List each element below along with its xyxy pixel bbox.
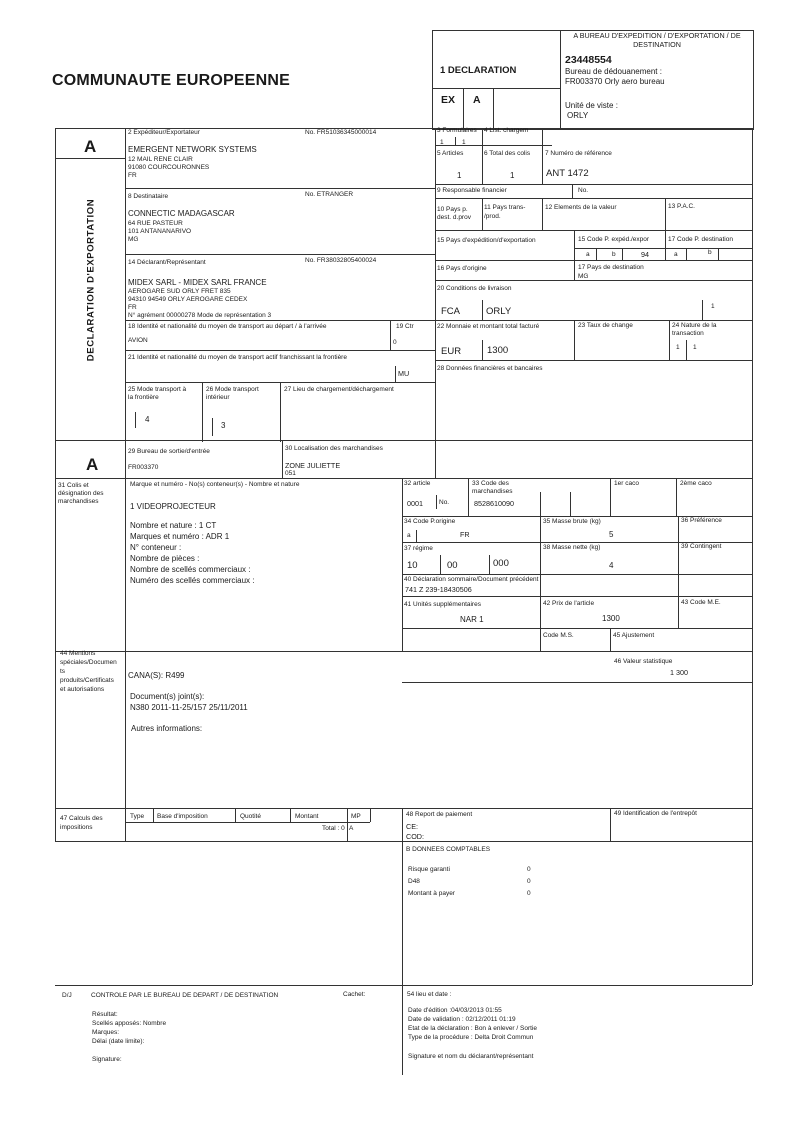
box24-label2: transaction — [672, 330, 704, 337]
box15-label: 15 Pays d'expédition/d'exportation — [437, 237, 536, 244]
box-a-number: 23448554 — [565, 54, 612, 66]
box31-line2: Marques et numéro : ADR 1 — [130, 532, 230, 541]
box32-number-label: No. — [439, 499, 450, 506]
box22-currency: EUR — [441, 346, 462, 357]
box26-label1: 26 Mode transport — [206, 386, 259, 393]
box47-type: Type — [130, 813, 145, 820]
box6-label: 6 Total des colis — [484, 150, 531, 157]
box26-label2: intérieur — [206, 394, 230, 401]
boxd-dj: D/J — [62, 992, 72, 999]
box44-cana: CANA(S): R499 — [128, 671, 185, 680]
box8-label: 8 Destinataire — [128, 193, 169, 200]
box14-addr2: 94310 94549 ORLY AEROGARE CEDEX — [128, 296, 248, 303]
box10-label2: dest. d.prov — [437, 214, 471, 221]
box47-label1: 47 Calculs des — [60, 815, 103, 822]
boxd-cachet: Cachet: — [343, 991, 366, 998]
box7-value: ANT 1472 — [546, 168, 589, 179]
boxd-marques: Marques: — [92, 1029, 120, 1036]
boxd-signature: Signature: — [92, 1056, 122, 1063]
box14-addr3: FR — [128, 304, 137, 311]
box46-value: 1 300 — [670, 668, 688, 677]
box8-addr3: MG — [128, 236, 139, 243]
boxb-r3: Montant à payer — [408, 890, 455, 897]
box42-label: 42 Prix de l'article — [543, 600, 595, 607]
box40-value: 741 Z 239-18430506 — [405, 585, 472, 594]
box31-line3: N° conteneur : — [130, 543, 182, 552]
page-title: COMMUNAUTE EUROPEENNE — [52, 72, 290, 89]
box17-label: 17 Pays de destination — [578, 264, 644, 271]
box2-addr2: 91080 COURCOURONNES — [128, 164, 210, 171]
box49-label: 49 Identification de l'entrepôt — [614, 810, 697, 817]
box30-label: 30 Localisation des marchandises — [285, 445, 383, 452]
box38-label: 38 Masse nette (kg) — [543, 544, 601, 551]
boxb-label: B DONNEES COMPTABLES — [406, 846, 491, 853]
box17c-b: b — [708, 249, 712, 256]
box20-code: FCA — [441, 306, 460, 317]
box17-value: MG — [578, 273, 589, 280]
box12-label: 12 Elements de la valeur — [545, 204, 617, 211]
box31-label1: 31 Colis et — [58, 482, 89, 489]
box5-value: 1 — [457, 171, 462, 180]
box47-mp: MP — [351, 813, 361, 820]
box24-v2: 1 — [693, 344, 697, 351]
box48-cod: COD: — [406, 832, 424, 841]
box33-label1: 33 Code des — [472, 480, 509, 487]
box29-label: 29 Bureau de sortie/d'entrée — [128, 448, 210, 455]
box31-label3: marchandises — [58, 498, 99, 505]
side-letter-top: A — [84, 137, 97, 156]
declaration-type-ex: EX — [441, 94, 456, 106]
box48-ce: CE: — [406, 822, 418, 831]
box11-label1: 11 Pays trans- — [484, 204, 526, 211]
vertical-title: DECLARATION D'EXPORTATION — [85, 198, 97, 362]
box32-value: 0001 — [407, 499, 423, 508]
box35-value: 5 — [609, 530, 614, 539]
box44-docs-value: N380 2011-11-25/157 25/11/2011 — [130, 703, 248, 712]
box15c-label: 15 Code P. expéd./expor — [578, 236, 650, 243]
box2-number: No. FR51036345000014 — [305, 129, 377, 136]
box20-extra: 1 — [711, 303, 715, 310]
box22-label: 22 Monnaie et montant total facturé — [437, 323, 540, 330]
box46-label: 46 Valeur statistique — [614, 658, 673, 665]
box24-v1: 1 — [676, 344, 680, 351]
box2-label: 2 Expéditeur/Exportateur — [128, 129, 200, 136]
box6-value: 1 — [510, 171, 515, 180]
box28-label: 28 Données financières et bancaires — [437, 365, 543, 372]
boxb-r2v: 0 — [527, 878, 531, 885]
box31-line6: Numéro des scellés commerciaux : — [130, 576, 255, 585]
box19-value: 0 — [393, 339, 397, 346]
box35-label: 35 Masse brute (kg) — [543, 518, 601, 525]
box25-value: 4 — [145, 415, 150, 424]
box9-number: No. — [578, 187, 589, 194]
boxd-resultat: Résultat: — [92, 1011, 118, 1018]
box18-value: AVION — [128, 337, 148, 344]
box38-value: 4 — [609, 561, 614, 570]
box13-label: 13 P.A.C. — [668, 203, 695, 210]
box9-label: 9 Responsable financier — [437, 187, 507, 194]
box19-label: 19 Ctr — [396, 323, 414, 330]
boxd-delai: Délai (date limite): — [92, 1038, 145, 1045]
box5-label: 5 Articles — [437, 150, 464, 157]
box29-value: FR003370 — [128, 464, 159, 471]
box54-line4: Type de la procédure : Delta Droit Commun — [408, 1034, 534, 1041]
box27-label: 27 Lieu de chargement/déchargement — [284, 386, 394, 393]
box54-label: 54 lieu et date : — [407, 991, 452, 998]
box30-value1: ZONE JULIETTE — [285, 461, 341, 470]
box21-value: MU — [398, 369, 410, 378]
box4-label: 4 List. chargem — [484, 127, 529, 134]
box3-label: 3 Formulaires — [437, 127, 477, 134]
box2-name: EMERGENT NETWORK SYSTEMS — [128, 145, 257, 154]
box44-label3: ts — [60, 668, 66, 675]
box44-label4: produits/Certificats — [60, 677, 114, 684]
box-a-office: FR003370 Orly aero bureau — [565, 77, 665, 86]
box40-label: 40 Déclaration sommaire/Document précédent — [404, 576, 539, 583]
box23-label: 23 Taux de change — [578, 322, 633, 329]
box34-value: FR — [460, 530, 470, 539]
box25-label1: 25 Mode transport à — [128, 386, 187, 393]
box37-v3: 000 — [493, 558, 509, 569]
box31-line4: Nombre de pièces : — [130, 554, 200, 563]
box10-label1: 10 Pays p. — [437, 206, 468, 213]
box44-docs-label: Document(s) joint(s): — [130, 692, 205, 701]
box8-number: No. ETRANGER — [305, 191, 354, 198]
box24-label1: 24 Nature de la — [672, 322, 717, 329]
box37-label: 37 régime — [404, 545, 433, 552]
side-letter-bottom: A — [86, 455, 99, 474]
box2-addr1: 12 MAIL RENE CLAIR — [128, 156, 193, 163]
boxd-scelles: Scellés apposés: Nombre — [92, 1020, 167, 1027]
box3-val2: 1 — [462, 139, 466, 146]
box47-label2: impositions — [60, 824, 93, 831]
box33-caco1: 1er caco — [614, 480, 639, 487]
box42-value: 1300 — [602, 614, 620, 623]
boxb-r3v: 0 — [527, 890, 531, 897]
box17c-a: a — [674, 251, 678, 258]
box7-label: 7 Numéro de référence — [545, 150, 612, 157]
box25-label2: la frontière — [128, 394, 159, 401]
box54-line1: Date d'édition :04/03/2013 01:55 — [408, 1007, 502, 1014]
declaration-type-a: A — [473, 94, 481, 106]
box54-signature: Signature et nom du déclarant/représentant — [408, 1053, 534, 1060]
box47-total-suffix: A — [349, 825, 354, 832]
box16-label: 16 Pays d'origine — [437, 265, 487, 272]
box8-addr1: 64 RUE PASTEUR — [128, 220, 183, 227]
box26-value: 3 — [221, 421, 226, 430]
box22-amount: 1300 — [487, 345, 509, 356]
box33-caco2: 2ème caco — [680, 480, 712, 487]
box-a-office-label: Bureau de dédouanement : — [565, 67, 662, 76]
box48-label: 48 Report de paiement — [406, 811, 473, 818]
box44-label1: 44 Mentions — [60, 650, 96, 657]
box41-value: NAR 1 — [460, 615, 484, 624]
box15c-a: a — [586, 251, 590, 258]
box41-label: 41 Unités supplémentaires — [404, 601, 481, 608]
box31-item: 1 VIDEOPROJECTEUR — [130, 502, 216, 511]
box34-a: a — [407, 532, 411, 539]
box3-val1: 1 — [440, 139, 444, 146]
box31-line5: Nombre de scellés commerciaux : — [130, 565, 251, 574]
box44-label2: spéciales/Documen — [60, 659, 117, 666]
box14-name: MIDEX SARL - MIDEX SARL FRANCE — [128, 278, 267, 287]
box32-label: 32 article — [404, 480, 431, 487]
box44-autres: Autres informations: — [131, 724, 203, 733]
boxd-label: CONTROLE PAR LE BUREAU DE DEPART / DE DESTINATION — [91, 992, 279, 999]
box45-label: 45 Ajustement — [613, 632, 655, 639]
box15c-value: 94 — [641, 250, 649, 259]
box31-line1: Nombre et nature : 1 CT — [130, 521, 217, 530]
box20-place: ORLY — [486, 306, 512, 317]
box8-name: CONNECTIC MADAGASCAR — [128, 209, 235, 218]
box54-line2: Date de validation : 02/12/2011 01:19 — [408, 1016, 516, 1023]
boxb-r1v: 0 — [527, 866, 531, 873]
box54-line3: Etat de la déclaration : Bon à enlever / Sortie — [408, 1025, 537, 1032]
box-a-visa-label: Unité de viste : — [565, 101, 618, 110]
box37-v2: 00 — [447, 560, 458, 571]
box14-number: No. FR38032805400024 — [305, 257, 377, 264]
box34-label: 34 Code P.origine — [404, 518, 456, 525]
box39-label: 39 Contingent — [681, 543, 722, 550]
box8-addr2: 101 ANTANANARIVO — [128, 228, 192, 235]
box18-label: 18 Identité et nationalité du moyen de transport au départ / à l'arrivée — [128, 323, 327, 330]
box31-label2: désignation des — [58, 490, 104, 497]
box33-value: 8528610090 — [474, 499, 514, 508]
box17c-label: 17 Code P. destination — [668, 236, 733, 243]
boxb-r1: Risque garanti — [408, 866, 450, 873]
box11-label2: /prod. — [484, 213, 501, 220]
boxb-r2: D48 — [408, 878, 420, 885]
declaration-label: 1 DECLARATION — [440, 65, 517, 76]
box21-label: 21 Identité et nationalité du moyen de transport actif franchissant la frontière — [128, 354, 347, 361]
box15c-b: b — [612, 251, 616, 258]
box47-total: Total : 0 — [322, 825, 345, 832]
box44-label5: et autorisations — [60, 686, 105, 693]
box20-label: 20 Conditions de livraison — [437, 285, 512, 292]
box37-v1: 10 — [407, 560, 418, 571]
box14-agrement: N° agrément 00000278 Mode de représentation 3 — [128, 312, 272, 319]
box14-label: 14 Déclarant/Représentant — [128, 259, 206, 266]
box-a-visa: ORLY — [567, 111, 589, 120]
box47-quotite: Quotité — [240, 813, 261, 820]
box2-addr3: FR — [128, 172, 137, 179]
code-ms-label: Code M.S. — [543, 632, 574, 639]
box-a-title: A BUREAU D'EXPEDITION / D'EXPORTATION / DE DESTINATION — [573, 31, 741, 49]
box43-label: 43 Code M.E. — [681, 599, 721, 606]
box30-value2: 051 — [285, 470, 296, 477]
box14-addr1: AEROGARE SUD ORLY FRET 835 — [128, 288, 231, 295]
box47-base: Base d'imposition — [157, 813, 208, 820]
box36-label: 36 Préférence — [681, 517, 722, 524]
box33-label2: marchandises — [472, 488, 513, 495]
box47-montant: Montant — [295, 813, 319, 820]
box31-heading: Marque et numéro - No(s) conteneur(s) - Nombre et nature — [130, 481, 300, 488]
